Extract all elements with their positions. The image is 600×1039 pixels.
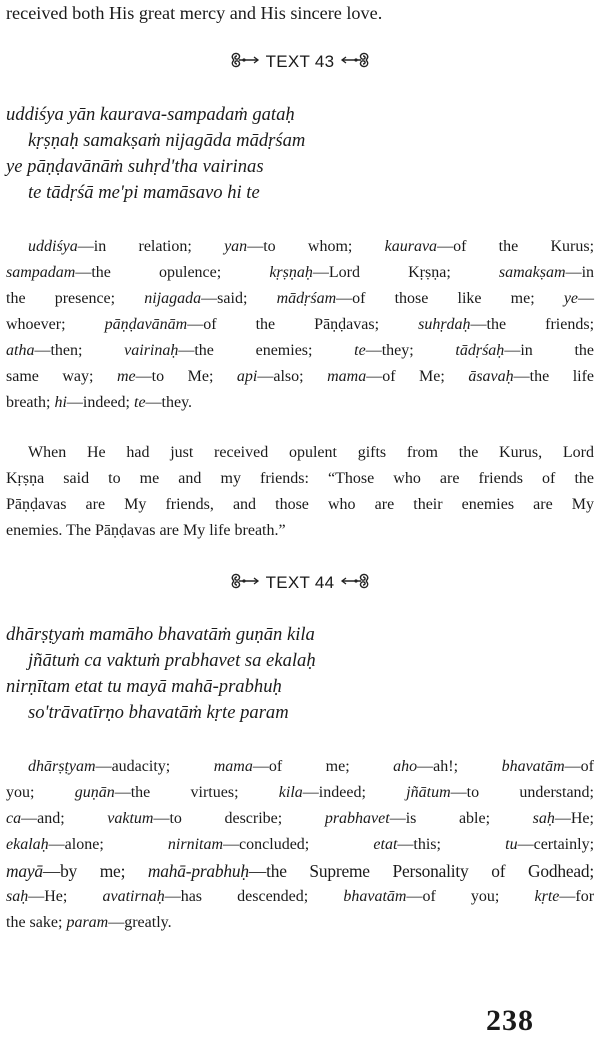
synonyms-44-line-5: mayā—by me; mahā-prabhuḥ—the Supreme Personality of Godhead; [6,861,595,881]
verse-43-line-2: kṛṣṇaḥ samakṣaṁ nijagāda mādṛśam [28,130,306,151]
synonyms-43-line-1: uddiśya—in relation; yan—to whom; kaurava—of the Kurus; [28,238,595,255]
ornament-left-icon [230,52,260,73]
translation-43-line-3: Pāṇḍavas are My friends, and those who are their enemies are My [6,496,594,513]
verse-44-line-4: so'trāvatīrṇo bhavatāṁ kṛte param [28,702,289,723]
page-number: 238 [486,1004,534,1037]
ornament-right-icon [340,573,370,594]
synonyms-44-line-7: the sake; param—greatly. [6,914,172,931]
verse-43-line-3: ye pāṇḍavānāṁ suhṛd'tha vairinas [6,156,264,177]
text-43-heading [0,52,600,73]
verse-44-line-3: nirṇītam etat tu mayā mahā-prabhuḥ [6,676,282,697]
synonyms-44-line-2: you; guṇān—the virtues; kila—indeed; jñātum—to understand; [6,784,594,801]
translation-43-line-2: Kṛṣṇa said to me and my friends: “Those who are friends of the [6,470,594,487]
synonyms-43-line-6: same way; me—to Me; api—also; mama—of Me; āsavaḥ—the life [6,368,595,385]
synonyms-43-line-7: breath; hi—indeed; te—they. [6,394,193,411]
verse-43-line-4: te tādṛśā me'pi mamāsavo hi te [28,182,260,203]
translation-43-line-4: enemies. The Pāṇḍavas are My life breath.” [6,522,286,539]
text-44-heading [0,573,600,594]
verse-43-line-1: uddiśya yān kaurava-sampadaṁ gataḥ [6,104,295,125]
ornament-right-icon [340,52,370,73]
synonyms-44-line-1: dhārṣṭyam—audacity; mama—of me; aho—ah!; bhavatām—of [28,758,594,775]
text-43-heading-label: TEXT 43 [265,52,335,71]
synonyms-43-line-4: whoever; pāṇḍavānām—of the Pāṇḍavas; suhṛdaḥ—the friends; [6,316,595,333]
synonyms-43-line-3: the presence; nijagada—said; mādṛśam—of those like me; ye— [6,290,595,307]
ornament-left-icon [230,573,260,594]
top-line: received both His great mercy and His sincere love. [6,3,383,23]
synonyms-43-line-2: sampadam—the opulence; kṛṣṇaḥ—Lord Kṛṣṇa; samakṣam—in [6,264,595,281]
synonyms-43-line-5: atha—then; vairinaḥ—the enemies; te—they; tādṛśaḥ—in the [6,342,594,359]
verse-44-line-1: dhārṣṭyaṁ mamāho bhavatāṁ guṇān kila [6,624,315,645]
text-44-heading-label: TEXT 44 [265,573,335,592]
synonyms-44-line-3: ca—and; vaktum—to describe; prabhavet—is able; saḥ—He; [6,810,594,827]
synonyms-44-line-4: ekalaḥ—alone; nirnitam—concluded; etat—this; tu—certainly; [6,836,595,853]
verse-44-line-2: jñātuṁ ca vaktuṁ prabhavet sa ekalaḥ [28,650,316,671]
synonyms-44-line-6: saḥ—He; avatirnaḥ—has descended; bhavatām—of you; kṛte—for [6,888,595,905]
translation-43-line-1: When He had just received opulent gifts from the Kurus, Lord [28,444,594,461]
